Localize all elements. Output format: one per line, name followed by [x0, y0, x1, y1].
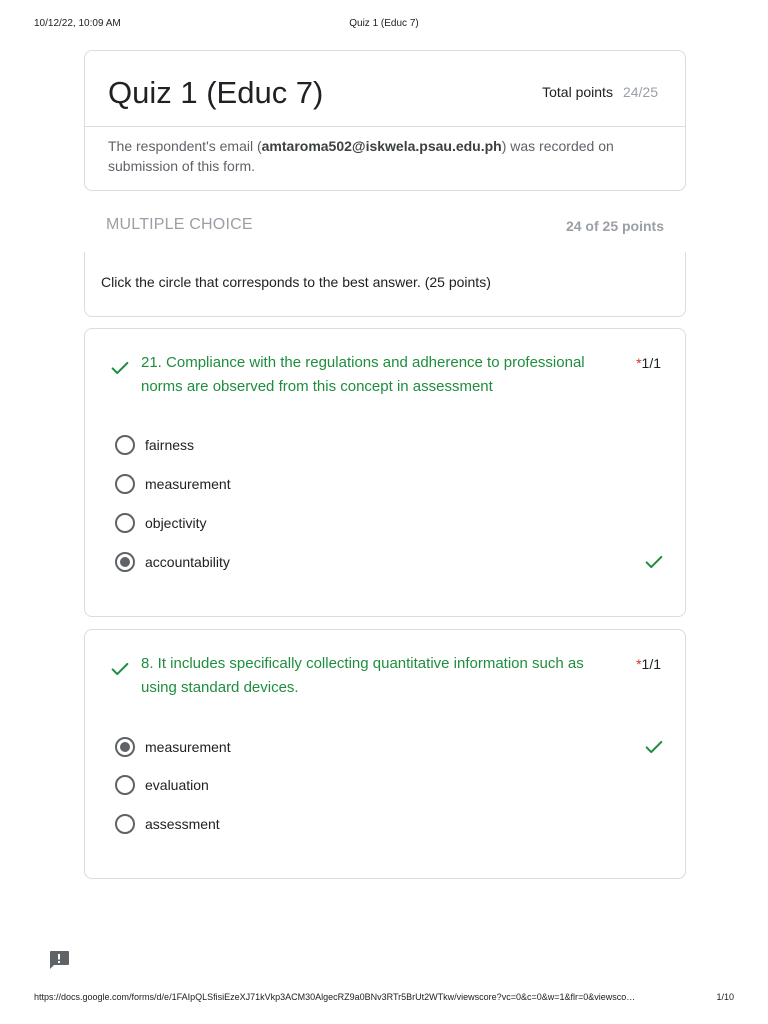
check-icon: [643, 736, 665, 758]
email-notice: [108, 136, 661, 176]
section-name: MULTIPLE CHOICE: [106, 216, 253, 233]
option-assessment[interactable]: [115, 812, 665, 836]
option-objectivity[interactable]: [115, 511, 665, 535]
option-accountability[interactable]: [115, 550, 665, 574]
option-label: measurement: [145, 739, 231, 755]
question-text: 21. Compliance with the regulations and adherence to professional norms are observed from this concept in assessment: [141, 354, 585, 395]
check-icon: [643, 551, 665, 573]
option-evaluation[interactable]: [115, 773, 665, 797]
option-label: objectivity: [145, 515, 207, 531]
question-card: [84, 328, 686, 617]
question-score: [636, 355, 661, 371]
print-datetime: 10/12/22, 10:09 AM: [34, 18, 121, 29]
section-points: 24 of 25 points: [565, 218, 664, 234]
check-icon: [109, 357, 131, 379]
radio-button[interactable]: [115, 513, 135, 533]
section-instruction: Click the circle that corresponds to the best answer. (25 points): [101, 274, 491, 290]
total-points-value: 24/25: [622, 84, 658, 100]
radio-button[interactable]: [115, 474, 135, 494]
option-label: assessment: [145, 816, 220, 832]
question-score: [636, 656, 661, 672]
required-mark: *: [636, 656, 642, 672]
total-points-label: Total points: [542, 84, 613, 100]
required-mark: *: [636, 355, 642, 371]
check-icon: [109, 658, 131, 680]
radio-button-selected[interactable]: [115, 737, 135, 757]
print-footer: [34, 992, 734, 1006]
print-header: [34, 18, 734, 32]
respondent-email: amtaroma502@iskwela.psau.edu.ph: [261, 138, 502, 154]
option-label: measurement: [145, 476, 231, 492]
question-card: [84, 629, 686, 879]
quiz-header-top: [85, 51, 685, 127]
section-header: [106, 216, 664, 236]
radio-button[interactable]: [115, 435, 135, 455]
radio-button-selected[interactable]: [115, 552, 135, 572]
radio-button[interactable]: [115, 775, 135, 795]
option-fairness[interactable]: [115, 433, 665, 457]
question-score-value: 1/1: [641, 355, 661, 371]
option-label: fairness: [145, 437, 195, 453]
question-score-value: 1/1: [641, 656, 661, 672]
option-measurement[interactable]: [115, 472, 665, 496]
option-label: evaluation: [145, 777, 209, 793]
option-label: accountability: [145, 554, 230, 570]
quiz-title: Quiz 1 (Educ 7): [108, 75, 324, 110]
feedback-icon[interactable]: [48, 950, 70, 970]
radio-button[interactable]: [115, 814, 135, 834]
email-notice-suffix: ) was recorded on submission of this form.: [108, 138, 614, 174]
section-instruction-card: [84, 252, 686, 317]
print-url: https://docs.google.com/forms/d/e/1FAIpQLSfisiEzeXJ71kVkp3ACM30AlgecRZ9a0BNv3RTr5BrUt2WTkw/viewscore?vc=0&c=0&w=1&flr=0&viewsco…: [34, 992, 636, 1002]
total-points: [542, 84, 658, 100]
email-notice-prefix: The respondent's email (: [108, 138, 262, 154]
page-number: 1/10: [716, 992, 734, 1002]
option-measurement[interactable]: [115, 735, 665, 759]
question-text: 8. It includes specifically collecting quantitative information such as using standard devices.: [141, 655, 584, 696]
print-title: Quiz 1 (Educ 7): [349, 18, 419, 29]
quiz-header-card: [84, 50, 686, 191]
